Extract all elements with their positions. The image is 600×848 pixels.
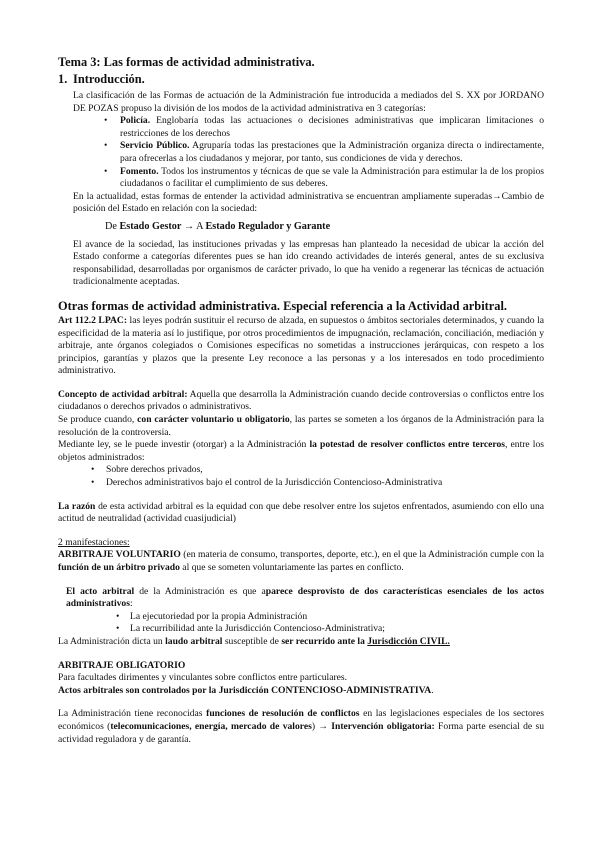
final-bold-3: Intervención obligatoria:: [331, 720, 435, 732]
ley-pre: Mediante ley, se le puede investir (otorgar) a la Administración: [58, 439, 310, 451]
ley-post: , entre los objetos administrados:: [58, 439, 544, 463]
final-post: Forma parte esencial de su actividad reguladora y de garantía.: [58, 720, 544, 745]
actos-dot: .: [431, 684, 434, 696]
produce-pre: Se produce cuando,: [58, 414, 138, 426]
art-label: Art 112.2 LPAC:: [58, 314, 128, 326]
list-item: [120, 115, 544, 140]
category-text: Englobaría todas las actuaciones o decisiones administrativas que implicaran limitaciones o restricciones de los derechos: [120, 115, 544, 139]
final-bold-1: funciones de resolución de conflictos: [206, 708, 360, 720]
razon-text: de esta actividad arbitral es la equidad con que debe resolver entre los sujetos enfrentados, asumiendo con ello una actitud de neutralidad (actividad cuasijudicial): [58, 500, 544, 525]
estado-gestor: Estado Gestor: [119, 220, 182, 232]
section-1-heading: [58, 72, 544, 87]
laudo-bold: laudo arbitral: [165, 635, 223, 647]
category-term: Fomento.: [120, 165, 159, 177]
spacer: [58, 649, 544, 660]
razon-bold: La razón: [58, 500, 96, 512]
art-paragraph: [58, 315, 544, 378]
final-pre: La Administración tiene reconocidas: [58, 708, 207, 720]
estado-regulador: Estado Regulador y Garante: [205, 220, 331, 232]
ley-bold: la potestad de resolver conflictos entre terceros: [309, 439, 506, 451]
document-title: Tema 3: Las formas de actividad administrativa.: [58, 55, 315, 69]
a-text: A: [196, 220, 206, 232]
list-item: • La ejecutoriedad por la propia Administración: [130, 611, 544, 624]
voluntario-bold: función de un árbitro privado: [58, 562, 180, 573]
intro-paragraph: La clasificación de las Formas de actuación de la Administración fue introducida a mediados del S. XX por JORDANO DE POZAS propuso la división de los modos de la actividad administrativa en 3 categorías:: [73, 90, 544, 114]
category-text: Todos los instrumentos y técnicas de que se vale la Administración para estimular la de los propios ciudadanos o facilitar el cumplimiento de sus deberes.: [120, 165, 544, 190]
voluntario-heading: ARBITRAJE VOLUNTARIO: [58, 549, 181, 561]
objetos-list: [58, 464, 544, 489]
acto-paragraph: [58, 586, 544, 611]
spacer: [58, 526, 544, 537]
caracteristicas-list: [58, 611, 544, 636]
actos-bold: Actos arbitrales son controlados por la Jurisdicción CONTENCIOSO-ADMINISTRATIVA: [58, 684, 432, 696]
list-item: [120, 140, 544, 165]
spacer: [58, 378, 544, 389]
section-2-heading: Otras formas de actividad administrativa. Especial referencia a la Actividad arbitral.: [58, 298, 508, 313]
jurisdiccion-civil: Jurisdicción CIVIL.: [367, 635, 450, 647]
list-item: • La recurribilidad ante la Jurisdicción Contencioso-Administrativa;: [130, 623, 544, 636]
acto-bold: El acto arbitral: [66, 585, 135, 597]
produce-bold: con carácter voluntario u obligatorio: [137, 414, 290, 426]
voluntario-paragraph: [58, 549, 544, 574]
obligatorio-heading: ARBITRAJE OBLIGATORIO: [58, 659, 186, 671]
arrow-text: →: [181, 220, 197, 232]
spacer: [58, 575, 544, 586]
produce-paragraph: [58, 414, 544, 439]
voluntario-text: (en materia de consumo, transportes, deporte, etc.), en el que la Administración cumple con la: [180, 549, 545, 561]
razon-paragraph: [58, 501, 544, 526]
voluntario-text-end: al que se someten voluntariamente las partes en conflicto.: [179, 562, 404, 573]
final-paragraph: [58, 708, 544, 746]
laudo-pre: La Administración dicta un: [58, 635, 166, 647]
laudo-paragraph: [58, 636, 544, 649]
laudo-mid: susceptible de: [222, 635, 282, 647]
categories-list: [73, 115, 544, 191]
list-item: • Sobre derechos privados,: [106, 464, 544, 477]
list-item: [120, 166, 544, 191]
acto-colon: :: [129, 598, 133, 610]
avance-paragraph: El avance de la sociedad, las instituciones privadas y las empresas han planteado la necesidad de ubicar la acción del Estado conforme a categorías diferentes pues se han ido creando actividades de interés general, antes de su exclusiva responsabilidad, desarrolladas por organismos de carácter privado, lo que ha venido a regenerar las técnicas de actuación tradicionalmente aceptadas.: [73, 238, 544, 288]
actos-paragraph: [58, 685, 544, 698]
state-change-line: [73, 221, 544, 234]
section-1-body: [58, 90, 544, 289]
concepto-label: Concepto de actividad arbitral:: [58, 388, 188, 400]
category-term: Policía.: [120, 115, 151, 127]
section-1-title: Introducción.: [73, 72, 145, 86]
final-bold-2: telecomunicaciones, energía, mercado de valores: [110, 720, 312, 732]
concepto-text: Aquella que desarrolla la Administración cuando decide controversias o conflictos entre los ciudadanos o derechos privados o administrativos.: [58, 388, 544, 413]
art-text: las leyes podrán sustituir el recurso de alzada, en supuestos o ámbitos sectoriales determinados, y cuando la especificidad de la materia así lo justifique, por otros procedimientos de impugnación, reclamación, conciliación, mediación y arbitraje, ante órganos colegiados o Comisiones específicas no sometidas a instrucciones jerárquicas, con respeto a los principios, garantías y plazos que la presente Ley reconoce a las personas y a los interesados en todo procedimiento administrativo.: [58, 314, 544, 377]
actualidad-paragraph: En la actualidad, estas formas de entender la actividad administrativa se encuentran ampliamente superadas→Cambio de posición del Estado en relación con la sociedad:: [73, 190, 544, 215]
de-text: De: [105, 220, 120, 232]
category-term: Servicio Público.: [120, 140, 190, 152]
spacer: [58, 697, 544, 708]
acto-bold-2: parece desprovisto de dos características esenciales de los actos administrativos: [66, 585, 544, 610]
ley-paragraph: [58, 439, 544, 464]
final-mid-2: ) →: [311, 720, 332, 732]
laudo-bold-2: ser recurrido ante la: [281, 635, 368, 647]
spacer: [58, 490, 544, 501]
acto-text: de la Administración es que a: [134, 585, 266, 597]
obligatorio-text: Para facultades dirimentes y vinculantes sobre conflictos entre particulares.: [58, 672, 348, 684]
section-1-number: 1.: [58, 72, 68, 86]
category-text: Agruparía todas las prestaciones que la Administración organiza directa o indirectamente, para ofrecerlas a los ciudadanos y mejorar, por tanto, sus condiciones de vida y derechos.: [120, 140, 544, 164]
concepto-paragraph: [58, 389, 544, 414]
final-mid: en las legislaciones especiales de los sectores económicos (: [58, 708, 544, 732]
list-item: • Derechos administrativos bajo el control de la Jurisdicción Contencioso-Administrativa: [106, 477, 544, 490]
manifestaciones-label: 2 manifestaciones:: [58, 536, 130, 548]
produce-post: , las partes se someten a los órganos de la Administración para la resolución de la controversia.: [58, 414, 544, 438]
